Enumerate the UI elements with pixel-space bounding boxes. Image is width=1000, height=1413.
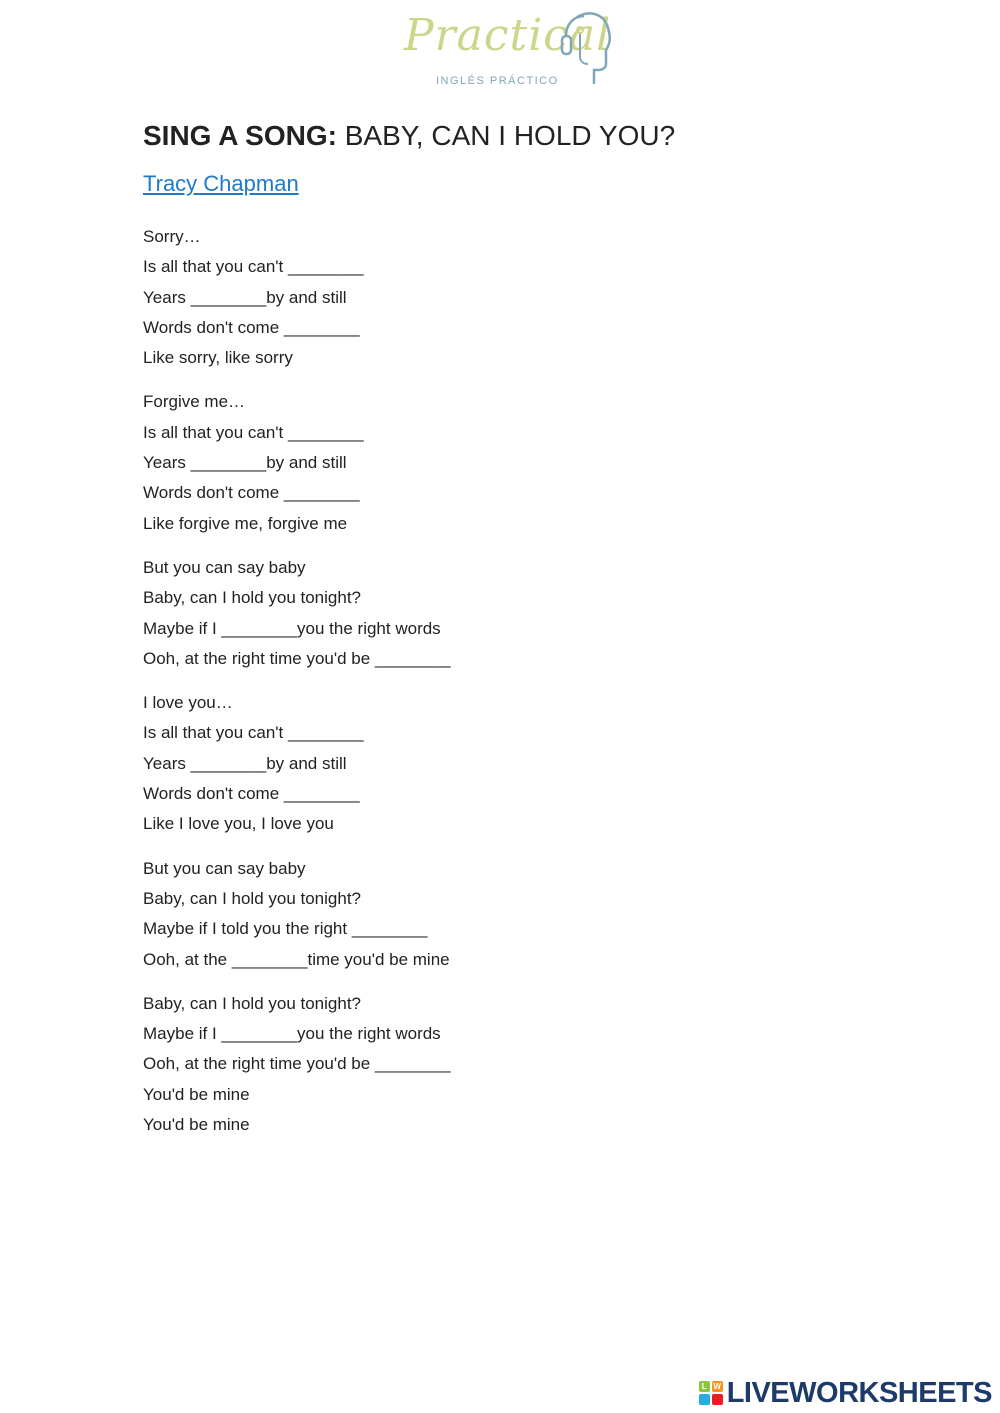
- lw-square-l: L: [699, 1381, 710, 1392]
- headphones-head-icon: [558, 10, 614, 90]
- lw-brand-text: LIVEWORKSHEETS: [726, 1377, 992, 1409]
- lw-square-w: W: [713, 1382, 721, 1391]
- liveworksheets-logo[interactable]: [699, 1374, 992, 1412]
- lyric-line: Is all that you can't ________: [143, 257, 364, 277]
- lyric-line: Baby, can I hold you tonight?: [143, 993, 362, 1013]
- lyric-line: Words don't come ________: [143, 784, 360, 804]
- lyric-line: Maybe if I told you the right ________: [143, 919, 428, 939]
- lyric-line: Ooh, at the ________time you'd be mine: [143, 949, 450, 969]
- lyric-line: Like sorry, like sorry: [143, 348, 293, 368]
- logo-script-text: Practical: [404, 10, 612, 61]
- stanza-1: [143, 222, 843, 373]
- stanza-5: [143, 854, 843, 975]
- logo-subtitle: INGLÉS PRÁCTICO: [436, 75, 559, 87]
- lw-squares-icon: [699, 1381, 723, 1405]
- artist-link[interactable]: Tracy Chapman: [143, 171, 299, 196]
- page-title: [143, 118, 675, 154]
- lyric-line: Sorry…: [143, 227, 201, 246]
- lyric-line: But you can say baby: [143, 557, 306, 577]
- lyric-line: Forgive me…: [143, 392, 246, 412]
- lyric-line: Years ________by and still: [143, 287, 347, 307]
- lyric-line: Words don't come ________: [143, 317, 360, 337]
- lyric-line: Baby, can I hold you tonight?: [143, 888, 362, 908]
- lyric-line: Baby, can I hold you tonight?: [143, 588, 362, 608]
- lyric-line: Is all that you can't ________: [143, 422, 364, 442]
- lyric-line: Years ________by and still: [143, 753, 347, 773]
- lyric-line: Maybe if I ________you the right words: [143, 618, 441, 638]
- lw-square-4: [712, 1394, 723, 1405]
- stanza-6: [143, 989, 843, 1140]
- stanza-4: [143, 688, 843, 839]
- stanza-2: [143, 387, 843, 538]
- lyrics: [143, 222, 843, 1154]
- lyric-line: Words don't come ________: [143, 483, 360, 503]
- title-bold: SING A SONG:: [143, 120, 337, 151]
- lyric-line: You'd be mine: [143, 1115, 250, 1135]
- lyric-line: You'd be mine: [143, 1084, 250, 1104]
- lyric-line: But you can say baby: [143, 858, 306, 878]
- lyric-line: I love you…: [143, 693, 233, 713]
- stanza-3: [143, 553, 843, 674]
- lyric-line: Like I love you, I love you: [143, 814, 334, 834]
- title-rest: BABY, CAN I HOLD YOU?: [336, 120, 676, 151]
- lyric-line: Like forgive me, forgive me: [143, 513, 348, 533]
- lyric-line: Ooh, at the right time you'd be ________: [143, 1054, 451, 1074]
- lyric-line: Ooh, at the right time you'd be ________: [143, 648, 451, 668]
- lyric-line: Maybe if I ________you the right words: [143, 1024, 441, 1044]
- lyric-line: Years ________by and still: [143, 453, 347, 473]
- lyric-line: Is all that you can't ________: [143, 723, 364, 743]
- lw-square-3: [699, 1394, 710, 1405]
- practical-logo: [400, 10, 615, 95]
